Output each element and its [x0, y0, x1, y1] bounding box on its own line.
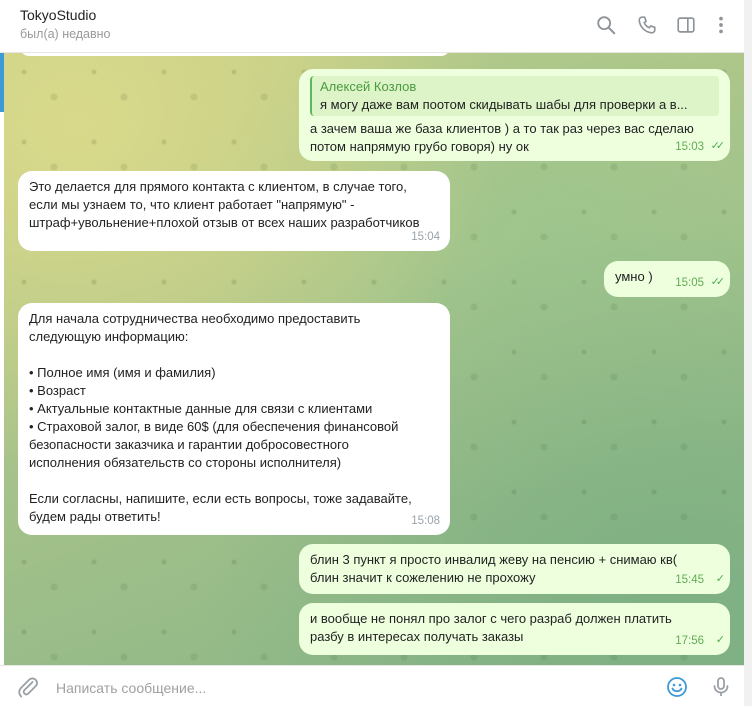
message-bubble-outgoing[interactable]: [299, 69, 730, 161]
double-check-icon: ✓✓: [710, 276, 721, 288]
phone-icon[interactable]: [636, 14, 658, 36]
attach-icon[interactable]: [16, 675, 40, 699]
reply-quote[interactable]: [310, 76, 719, 116]
message-time: 17:56: [675, 635, 704, 647]
chat-header: [0, 0, 744, 53]
message-time: 15:45: [675, 574, 704, 586]
message-time: 15:08: [411, 515, 440, 527]
chat-title[interactable]: TokyoStudio: [20, 7, 97, 23]
message-text: Это делается для прямого контакта с клиентом, в случае того, если мы узнаем то, что клиент работает "напрямую" - штраф+увольнение+плохой отзыв от всех наших разработчиков: [29, 179, 420, 230]
emoji-icon[interactable]: [665, 675, 689, 699]
search-icon[interactable]: [595, 14, 617, 36]
double-check-icon: ✓✓: [710, 140, 721, 152]
message-input[interactable]: [54, 676, 618, 700]
message-text: умно ): [615, 269, 653, 284]
message-text: Для начала сотрудничества необходимо предоставить следующую информацию: • Полное имя (имя и фамилия) • Возраст • Актуальные контактные данные для связи с клиентами • Страховой залог, в виде 60$ (для обеспечения финансовой безопасности заказчика и гарантии добросовестного исполнения обязательств со стороны исполнителя) Если согласны, напишите, если есть вопросы, тоже задавайте, будем рады ответить!: [29, 311, 412, 524]
message-bubble-incoming[interactable]: [18, 303, 450, 535]
message-bubble-outgoing[interactable]: [299, 544, 730, 594]
message-time: 15:05: [675, 277, 704, 289]
more-icon[interactable]: [710, 14, 732, 36]
left-accent-bar: [0, 52, 4, 112]
message-list[interactable]: [4, 52, 744, 665]
message-time: 15:03: [675, 141, 704, 153]
message-text: блин 3 пункт я просто инвалид жеву на пенсию + снимаю кв( блин значит к сожелению не прохожу: [310, 552, 678, 585]
reply-text: я могу даже вам поотом скидывать шабы для проверки а в...: [320, 97, 688, 112]
message-bubble-outgoing[interactable]: [604, 261, 730, 297]
scrollbar[interactable]: [744, 0, 752, 706]
reply-author: Алексей Козлов: [320, 79, 417, 94]
message-time: 15:04: [411, 231, 440, 243]
check-icon: ✓: [715, 573, 721, 585]
message-text: и вообще не понял про залог с чего разраб должен платить разбу в интересах получать заказы: [310, 611, 672, 644]
chat-status: был(а) недавно: [20, 27, 111, 41]
sidebar-toggle-icon[interactable]: [675, 14, 697, 36]
message-composer: [0, 665, 744, 707]
message-bubble-outgoing[interactable]: [299, 603, 730, 655]
message-bubble-incoming[interactable]: [18, 171, 450, 251]
microphone-icon[interactable]: [709, 675, 733, 699]
message-text: а зачем ваша же база клиентов ) а то так раз через вас сделаю потом напрямую грубо говоря) ну ок: [310, 121, 694, 154]
check-icon: ✓: [715, 634, 721, 646]
